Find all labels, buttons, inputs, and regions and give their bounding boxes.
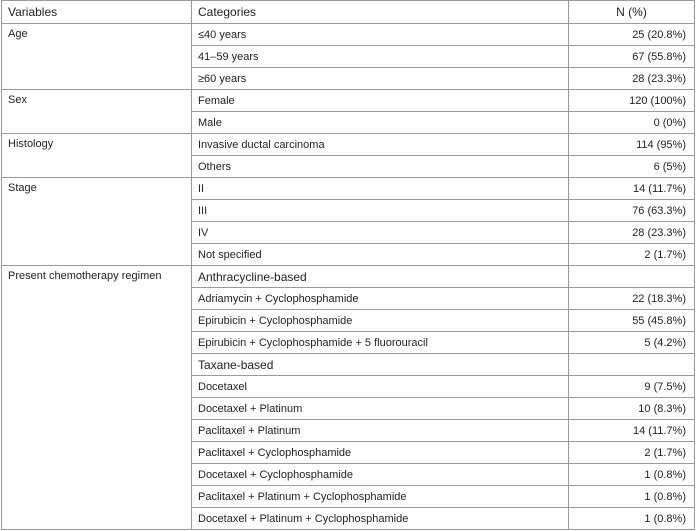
category-cell: III: [192, 200, 569, 222]
table-row: [2, 178, 695, 200]
table-row: [2, 90, 695, 112]
value-cell: 14 (11.7%): [569, 420, 695, 442]
value-cell: 9 (7.5%): [569, 376, 695, 398]
variable-age: Age: [2, 24, 192, 90]
value-cell: [569, 266, 695, 288]
category-cell: Docetaxel: [192, 376, 569, 398]
category-cell: Paclitaxel + Platinum: [192, 420, 569, 442]
value-cell: 5 (4.2%): [569, 332, 695, 354]
variable-stage: Stage: [2, 178, 192, 266]
category-cell: Adriamycin + Cyclophosphamide: [192, 288, 569, 310]
value-cell: 1 (0.8%): [569, 486, 695, 508]
table-row: [2, 24, 695, 46]
value-cell: 1 (0.8%): [569, 508, 695, 530]
variable-histology: Histology: [2, 134, 192, 178]
category-cell: ≤40 years: [192, 24, 569, 46]
category-cell: Paclitaxel + Cyclophosphamide: [192, 442, 569, 464]
table-row: [2, 266, 695, 288]
header-n-percent: N (%): [569, 1, 695, 24]
value-cell: 28 (23.3%): [569, 222, 695, 244]
subgroup-anthracycline: Anthracycline-based: [192, 266, 569, 288]
category-cell: Male: [192, 112, 569, 134]
subgroup-taxane: Taxane-based: [192, 354, 569, 376]
value-cell: 14 (11.7%): [569, 178, 695, 200]
category-cell: Epirubicin + Cyclophosphamide: [192, 310, 569, 332]
header-categories: Categories: [192, 1, 569, 24]
value-cell: 25 (20.8%): [569, 24, 695, 46]
category-cell: IV: [192, 222, 569, 244]
category-cell: Female: [192, 90, 569, 112]
variable-regimen: Present chemotherapy regimen: [2, 266, 192, 530]
category-cell: 41–59 years: [192, 46, 569, 68]
category-cell: II: [192, 178, 569, 200]
category-cell: Epirubicin + Cyclophosphamide + 5 fluorouracil: [192, 332, 569, 354]
value-cell: [569, 354, 695, 376]
value-cell: 22 (18.3%): [569, 288, 695, 310]
value-cell: 1 (0.8%): [569, 464, 695, 486]
value-cell: 28 (23.3%): [569, 68, 695, 90]
variable-sex: Sex: [2, 90, 192, 134]
value-cell: 2 (1.7%): [569, 244, 695, 266]
category-cell: Docetaxel + Cyclophosphamide: [192, 464, 569, 486]
value-cell: 67 (55.8%): [569, 46, 695, 68]
value-cell: 120 (100%): [569, 90, 695, 112]
value-cell: 55 (45.8%): [569, 310, 695, 332]
header-variables: Variables: [2, 1, 192, 24]
value-cell: 10 (8.3%): [569, 398, 695, 420]
value-cell: 0 (0%): [569, 112, 695, 134]
table-row: [2, 134, 695, 156]
category-cell: Paclitaxel + Platinum + Cyclophosphamide: [192, 486, 569, 508]
value-cell: 76 (63.3%): [569, 200, 695, 222]
category-cell: Others: [192, 156, 569, 178]
characteristics-table: [1, 0, 695, 530]
category-cell: ≥60 years: [192, 68, 569, 90]
category-cell: Docetaxel + Platinum + Cyclophosphamide: [192, 508, 569, 530]
value-cell: 114 (95%): [569, 134, 695, 156]
value-cell: 2 (1.7%): [569, 442, 695, 464]
category-cell: Not specified: [192, 244, 569, 266]
value-cell: 6 (5%): [569, 156, 695, 178]
category-cell: Docetaxel + Platinum: [192, 398, 569, 420]
header-row: [2, 1, 695, 24]
category-cell: Invasive ductal carcinoma: [192, 134, 569, 156]
